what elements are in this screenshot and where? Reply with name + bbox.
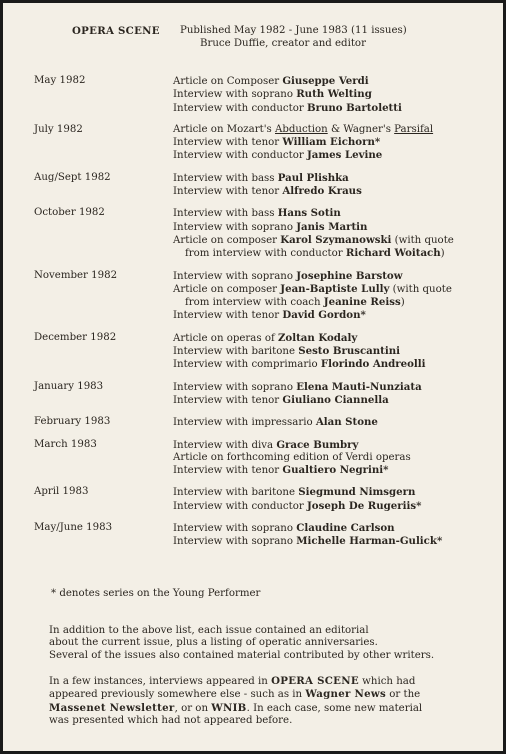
person-name: Zoltan Kodaly xyxy=(277,331,358,344)
line-text: Interview with impressario xyxy=(173,417,316,429)
publication-dates: Published May 1982 - June 1983 (11 issues) xyxy=(180,25,407,36)
issue-date: February 1983 xyxy=(34,416,111,428)
content-line xyxy=(173,136,491,149)
content-line xyxy=(173,345,491,358)
line-text: (with quote xyxy=(389,283,452,295)
person-name: Bruno Bartoletti xyxy=(306,101,402,114)
line-text: Article on Composer xyxy=(173,76,283,87)
line-text: Article on Mozart's xyxy=(173,123,275,135)
content-line xyxy=(173,124,491,136)
issue-date: April 1983 xyxy=(34,486,89,498)
person-name: Giuseppe Verdi xyxy=(282,75,369,87)
person-name: Jeanine Reiss xyxy=(323,296,401,309)
content-line xyxy=(173,416,491,429)
issue-contents xyxy=(173,172,491,199)
issue-contents xyxy=(173,486,491,513)
person-name: Karol Szymanowski xyxy=(280,233,392,246)
content-line xyxy=(173,332,491,345)
line-text: Interview with tenor xyxy=(173,465,283,477)
issue-contents xyxy=(173,522,491,549)
issue-contents xyxy=(173,381,491,408)
line-text: Interview with baritone xyxy=(173,487,299,499)
issue-date: January 1983 xyxy=(34,380,104,392)
issue-entry xyxy=(3,332,503,372)
line-text: Interview with soprano xyxy=(173,523,297,535)
person-name: Michelle Harman-Gulick* xyxy=(296,535,443,548)
line-text: ) xyxy=(400,297,405,309)
line-text: Interview with bass xyxy=(173,208,278,220)
line-text: from interview with coach xyxy=(185,297,324,309)
paragraph-line xyxy=(49,715,489,727)
content-line xyxy=(173,270,491,283)
line-text: Article on forthcoming edition of Verdi operas xyxy=(173,451,411,463)
issue-entry xyxy=(3,381,503,408)
content-line xyxy=(173,535,491,548)
line-text: ) xyxy=(440,248,445,260)
line-text: Interview with soprano xyxy=(173,536,297,548)
line-text: Interview with tenor xyxy=(173,186,283,198)
person-name: Janis Martin xyxy=(296,220,368,233)
publication-name-inline: Wagner News xyxy=(305,688,387,701)
content-line xyxy=(173,358,491,371)
issue-date: May 1982 xyxy=(34,75,86,86)
line-text: or the xyxy=(386,689,421,701)
issue-contents xyxy=(173,124,491,163)
person-name: Jean-Baptiste Lully xyxy=(280,282,390,295)
content-line xyxy=(173,394,491,407)
issue-date: March 1983 xyxy=(34,438,97,450)
publication-name-inline: OPERA SCENE xyxy=(271,675,359,687)
person-name: Elena Mauti-Nunziata xyxy=(296,380,422,393)
line-text: Interview with bass xyxy=(173,172,278,184)
publication-name-inline: Massenet Newsletter xyxy=(49,701,175,714)
line-text: Interview with tenor xyxy=(173,137,283,149)
person-name: James Levine xyxy=(306,149,383,162)
paragraph-line: about the current issue, plus a listing of operatic anniversaries. xyxy=(49,637,378,649)
person-name: Florindo Andreolli xyxy=(320,358,426,371)
content-line xyxy=(173,464,491,477)
issue-date: October 1982 xyxy=(34,207,105,219)
paragraph-line: In addition to the above list, each issue contained an editorial xyxy=(49,625,369,636)
line-text: Article on operas of xyxy=(173,332,278,344)
line-text: In a few instances, interviews appeared in xyxy=(49,676,272,687)
person-name: Josephine Barstow xyxy=(296,269,403,282)
issue-entry xyxy=(3,75,503,115)
line-text: appeared previously somewhere else - such as in xyxy=(49,689,306,701)
line-text: Interview with diva xyxy=(173,439,277,451)
issue-contents xyxy=(173,75,491,115)
paragraph-line xyxy=(49,702,489,715)
content-line xyxy=(173,172,491,185)
line-text: Article on composer xyxy=(173,283,281,295)
content-line xyxy=(173,500,491,513)
person-name: David Gordon* xyxy=(282,309,366,322)
person-name: Alfredo Kraus xyxy=(282,185,362,198)
person-name: Joseph De Rugeriis* xyxy=(306,499,422,512)
line-text: which had xyxy=(358,676,416,687)
line-text: , or on xyxy=(174,702,212,714)
paragraph-line xyxy=(49,675,489,688)
content-line xyxy=(173,296,491,309)
content-line xyxy=(173,486,491,499)
paragraph-line: Several of the issues also contained material contributed by other writers. xyxy=(49,649,435,661)
line-text: Interview with conductor xyxy=(173,102,307,114)
content-line xyxy=(173,234,491,247)
line-text: from interview with conductor xyxy=(185,248,346,260)
footnote: * denotes series on the Young Performer xyxy=(51,588,261,599)
content-line xyxy=(173,185,491,198)
person-name: Paul Plishka xyxy=(277,171,349,184)
line-text: & Wagner's xyxy=(327,123,395,135)
issue-date: Aug/Sept 1982 xyxy=(34,171,111,183)
content-line xyxy=(173,247,491,260)
issue-entry xyxy=(3,522,503,549)
line-text: Interview with soprano xyxy=(173,89,297,101)
issue-entry xyxy=(3,124,503,163)
content-line xyxy=(173,522,491,535)
line-text: Interview with conductor xyxy=(173,500,307,512)
issue-entry xyxy=(3,207,503,260)
content-line xyxy=(173,75,491,88)
line-text: Interview with comprimario xyxy=(173,359,321,371)
content-line xyxy=(173,381,491,394)
content-line xyxy=(173,207,491,220)
line-text: Interview with soprano xyxy=(173,221,297,233)
content-line xyxy=(173,149,491,162)
line-text: . In each case, some new material xyxy=(246,702,423,714)
person-name: Gualtiero Negrini* xyxy=(282,464,389,477)
line-text: Interview with conductor xyxy=(173,150,307,162)
work-title: Abduction xyxy=(274,123,328,135)
issue-contents xyxy=(173,270,491,323)
person-name: Claudine Carlson xyxy=(296,522,395,535)
person-name: Siegmund Nimsgern xyxy=(298,486,416,499)
issue-date: May/June 1983 xyxy=(34,522,113,534)
content-line xyxy=(173,452,491,464)
person-name: Alan Stone xyxy=(315,416,378,429)
line-text: Interview with tenor xyxy=(173,394,283,406)
person-name: Giuliano Ciannella xyxy=(282,393,389,406)
issue-entry xyxy=(3,270,503,323)
line-text: Interview with tenor xyxy=(173,310,283,322)
issue-contents xyxy=(173,416,491,429)
work-title: Parsifal xyxy=(394,123,434,135)
line-text: was presented which had not appeared before. xyxy=(49,714,293,726)
line-text: Article on composer xyxy=(173,234,281,246)
person-name: William Eichorn* xyxy=(282,136,381,149)
content-line xyxy=(173,439,491,452)
content-line xyxy=(173,221,491,234)
issue-date: December 1982 xyxy=(34,331,117,343)
paragraph-reprints-note xyxy=(49,675,489,727)
paragraph-line xyxy=(49,688,489,701)
station-name: WNIB xyxy=(211,701,247,714)
person-name: Grace Bumbry xyxy=(276,438,359,451)
line-text: Interview with soprano xyxy=(173,381,297,393)
line-text: Interview with baritone xyxy=(173,346,299,358)
issue-contents xyxy=(173,332,491,372)
issue-list xyxy=(3,75,503,558)
issue-contents xyxy=(173,439,491,478)
editor-credit: Bruce Duffie, creator and editor xyxy=(200,38,366,49)
person-name: Sesto Bruscantini xyxy=(298,345,401,358)
issue-entry xyxy=(3,416,503,429)
issue-date: July 1982 xyxy=(34,123,83,135)
paragraph-editorial-note xyxy=(49,625,489,662)
line-text: Interview with soprano xyxy=(173,270,297,282)
content-line xyxy=(173,88,491,101)
issue-entry xyxy=(3,486,503,513)
issue-entry xyxy=(3,439,503,478)
publication-name: OPERA SCENE xyxy=(72,25,160,37)
issue-entry xyxy=(3,172,503,199)
issue-date: November 1982 xyxy=(34,269,118,281)
content-line xyxy=(173,102,491,115)
issue-contents xyxy=(173,207,491,260)
line-text: (with quote xyxy=(391,234,454,246)
person-name: Hans Sotin xyxy=(277,207,341,220)
person-name: Ruth Welting xyxy=(296,88,372,101)
content-line xyxy=(173,283,491,296)
document-page xyxy=(3,3,503,751)
person-name: Richard Woitach xyxy=(345,247,441,260)
content-line xyxy=(173,309,491,322)
